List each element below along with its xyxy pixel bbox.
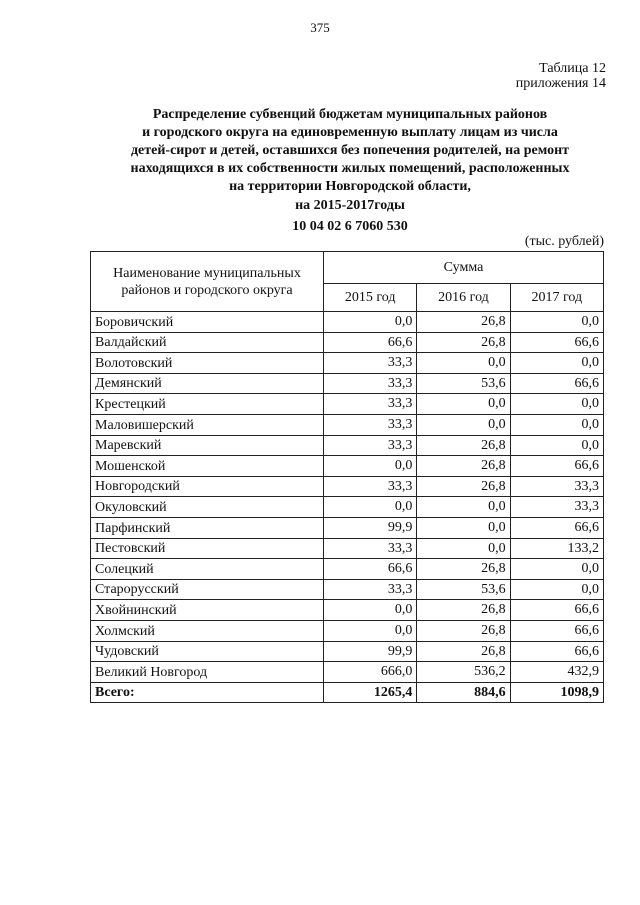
column-header-2015: 2015 год [324, 284, 417, 312]
table-row [91, 579, 604, 600]
value-2015: 0,0 [324, 620, 417, 641]
value-2017: 133,2 [510, 538, 603, 559]
district-name: Чудовский [91, 641, 324, 662]
column-header-sum: Сумма [324, 252, 604, 284]
table-row [91, 517, 604, 538]
value-2016: 53,6 [417, 579, 510, 600]
value-2017: 66,6 [510, 641, 603, 662]
value-2016: 0,0 [417, 517, 510, 538]
value-2017: 66,6 [510, 600, 603, 621]
district-name: Окуловский [91, 497, 324, 518]
value-2016: 0,0 [417, 414, 510, 435]
value-2015: 33,3 [324, 579, 417, 600]
document-title [90, 106, 610, 236]
value-2017: 0,0 [510, 312, 603, 333]
value-2016: 0,0 [417, 353, 510, 374]
value-2016: 26,8 [417, 435, 510, 456]
table-row [91, 312, 604, 333]
value-2017: 66,6 [510, 456, 603, 477]
value-2015: 0,0 [324, 456, 417, 477]
title-line-3: детей-сирот и детей, оставшихся без попечения родителей, на ремонт [130, 143, 570, 158]
total-2015: 1265,4 [324, 682, 417, 703]
value-2015: 66,6 [324, 332, 417, 353]
value-2015: 0,0 [324, 600, 417, 621]
value-2015: 33,3 [324, 394, 417, 415]
value-2017: 0,0 [510, 435, 603, 456]
title-line-4: находящихся в их собственности жилых помещений, расположенных [130, 161, 570, 176]
value-2017: 432,9 [510, 662, 603, 683]
value-2016: 0,0 [417, 538, 510, 559]
table-row [91, 394, 604, 415]
value-2015: 33,3 [324, 414, 417, 435]
value-2017: 0,0 [510, 394, 603, 415]
value-2015: 99,9 [324, 641, 417, 662]
value-2015: 99,9 [324, 517, 417, 538]
table-row [91, 497, 604, 518]
value-2015: 0,0 [324, 497, 417, 518]
value-2017: 66,6 [510, 517, 603, 538]
table-row [91, 600, 604, 621]
value-2015: 0,0 [324, 312, 417, 333]
district-name: Парфинский [91, 517, 324, 538]
district-name: Новгородский [91, 476, 324, 497]
table-body [91, 312, 604, 703]
value-2015: 666,0 [324, 662, 417, 683]
table-ref-line2: приложения 14 [515, 76, 606, 91]
district-name: Великий Новгород [91, 662, 324, 683]
column-header-name: Наименование муниципальных районов и городского округа [91, 252, 324, 312]
column-header-2017: 2017 год [510, 284, 603, 312]
title-period: на 2015-2017годы [295, 198, 405, 213]
value-2017: 66,6 [510, 620, 603, 641]
value-2015: 33,3 [324, 435, 417, 456]
value-2015: 33,3 [324, 353, 417, 374]
total-label: Всего: [91, 682, 324, 703]
district-name: Старорусский [91, 579, 324, 600]
table-row [91, 414, 604, 435]
district-name: Волотовский [91, 353, 324, 374]
total-2017: 1098,9 [510, 682, 603, 703]
table-row [91, 332, 604, 353]
table-row [91, 641, 604, 662]
title-line-2: и городского округа на единовременную выплату лицам из числа [142, 125, 558, 140]
value-2017: 66,6 [510, 332, 603, 353]
table-row [91, 559, 604, 580]
table-row [91, 538, 604, 559]
value-2016: 536,2 [417, 662, 510, 683]
column-header-2016: 2016 год [417, 284, 510, 312]
value-2016: 0,0 [417, 394, 510, 415]
total-2016: 884,6 [417, 682, 510, 703]
table-row [91, 620, 604, 641]
units-label: (тыс. рублей) [524, 234, 604, 249]
title-line-1: Распределение субвенций бюджетам муниципальных районов [152, 107, 548, 122]
district-name: Мошенской [91, 456, 324, 477]
value-2015: 33,3 [324, 373, 417, 394]
district-name: Пестовский [91, 538, 324, 559]
district-name: Крестецкий [91, 394, 324, 415]
value-2017: 0,0 [510, 414, 603, 435]
value-2016: 26,8 [417, 332, 510, 353]
value-2016: 53,6 [417, 373, 510, 394]
table-row [91, 353, 604, 374]
table-row [91, 662, 604, 683]
table-row [91, 456, 604, 477]
district-name: Боровичский [91, 312, 324, 333]
value-2016: 26,8 [417, 456, 510, 477]
table-ref-line1: Таблица 12 [539, 61, 606, 76]
value-2016: 26,8 [417, 312, 510, 333]
district-name: Маловишерский [91, 414, 324, 435]
table-row [91, 435, 604, 456]
district-name: Холмский [91, 620, 324, 641]
value-2015: 33,3 [324, 538, 417, 559]
district-name: Хвойнинский [91, 600, 324, 621]
value-2016: 0,0 [417, 497, 510, 518]
budget-code: 10 04 02 6 7060 530 [292, 219, 408, 234]
value-2015: 33,3 [324, 476, 417, 497]
subsidy-table [90, 251, 604, 703]
total-row [91, 682, 604, 703]
value-2016: 26,8 [417, 620, 510, 641]
district-name: Солецкий [91, 559, 324, 580]
value-2017: 33,3 [510, 476, 603, 497]
page-number: 375 [310, 20, 330, 35]
value-2017: 66,6 [510, 373, 603, 394]
district-name: Демянский [91, 373, 324, 394]
table-reference [516, 61, 606, 91]
table-row [91, 373, 604, 394]
district-name: Маревский [91, 435, 324, 456]
value-2016: 26,8 [417, 600, 510, 621]
value-2017: 33,3 [510, 497, 603, 518]
table-row [91, 476, 604, 497]
value-2016: 26,8 [417, 476, 510, 497]
value-2017: 0,0 [510, 579, 603, 600]
value-2016: 26,8 [417, 559, 510, 580]
value-2017: 0,0 [510, 559, 603, 580]
value-2016: 26,8 [417, 641, 510, 662]
value-2017: 0,0 [510, 353, 603, 374]
value-2015: 66,6 [324, 559, 417, 580]
title-line-5: на территории Новгородской области, [229, 179, 471, 194]
district-name: Валдайский [91, 332, 324, 353]
